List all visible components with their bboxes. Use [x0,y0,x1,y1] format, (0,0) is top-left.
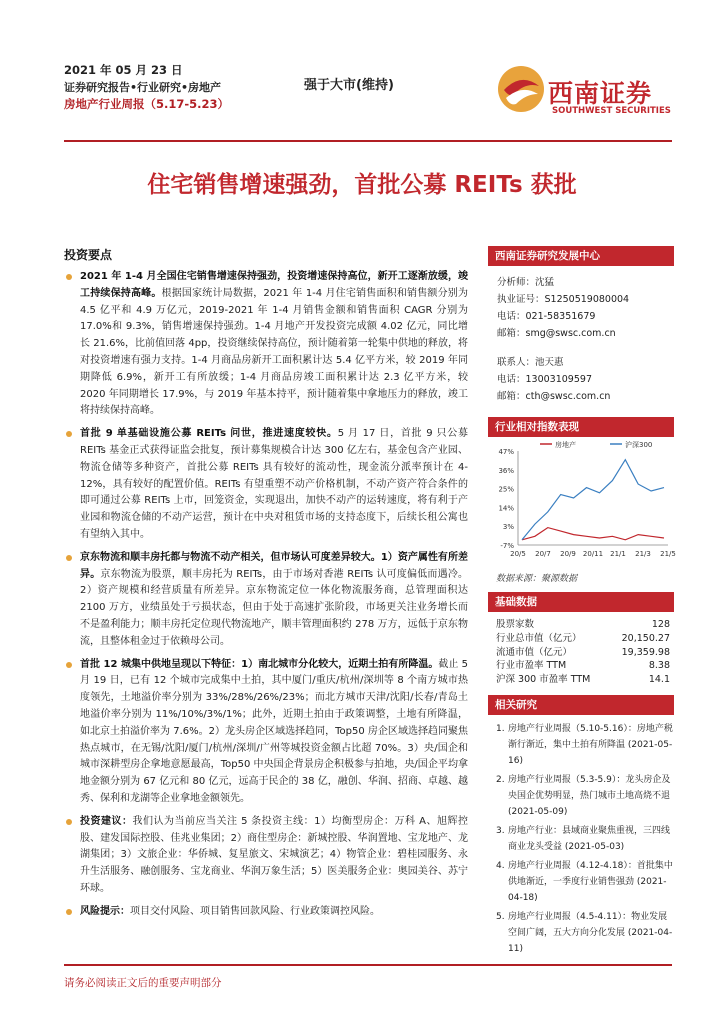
related-item-number: 3. [496,825,505,836]
analyst-name: 分析师：沈猛 [497,277,555,288]
analyst-phone: 电话：021-58351679 [497,311,596,322]
basic-data-key: 流通市值（亿元） [496,646,573,658]
basic-data-key: 行业总市值（亿元） [496,632,582,644]
bullet-dot-icon [66,555,72,561]
related-item-title: 房地产行业周报（4.5-4.11）：物业发展空间广阔，五大方向分化发展 (2021-04-11) [508,911,673,954]
chart-source: 数据来源：聚源数据 [496,574,578,584]
basic-data-value: 20,150.27 [621,632,670,644]
x-tick-label: 21/3 [635,550,651,558]
highlight-bullet [64,657,468,808]
bullet-dot-icon [66,431,72,437]
section-heading: 投资要点 [64,248,113,262]
related-item-number: 1. [496,723,505,734]
analyst-license: 执业证号：S1250519080004 [497,294,630,305]
highlight-bullet [64,269,468,420]
basic-data-value: 8.38 [648,660,670,672]
contact-name: 联系人：池天惠 [497,357,564,368]
brand-name-en: SOUTHWEST SECURITIES [552,106,671,116]
related-research-item[interactable] [496,772,674,820]
bullet-dot-icon [66,819,72,825]
basic-data-row [488,632,674,646]
bullet-body: 5 月 17 日，首批 9 只公募 REITs 基金正式获得证监会批复，预计募集规模合计达 300 亿左右，基金包含产业园、物流仓储等多种资产，首批公募 REITs 具有较好的流动性，现金流分派率预计在 4-12%，具有较好的配置价值。REITs 有望重塑不动产价格机制，不动产资产符合条件的即可通过公募 REITs 上市，回笼资金，实现退出，加快不动产的运转速度，将有利于产业园和物流仓储的不动产运营，预计在中央对租赁市场的支持态度下，后续长租公寓也有望纳入其中。 [80,428,468,540]
basic-data-row [488,618,674,632]
highlight-bullet [64,550,468,651]
legend-label: 沪深300 [625,441,653,449]
basic-data-table [488,618,674,687]
header-divider [64,140,672,142]
related-item-title: 房地产行业周报（5.3-5.9）：龙头房企及央国企优势明显，热门城市土地高烧不退 (2021-05-09) [508,774,671,817]
chart-title-bar: 行业相对指数表现 [488,417,674,437]
sidebar [488,246,674,960]
report-title: 住宅销售增速强劲，首批公募 REITs 获批 [147,172,577,198]
bullet-lead: 2021 年 1-4 月全国住宅销售增速保持强劲，投资增速保持高位，新开工逐渐放缓，竣工持续保持高峰。 [80,271,468,299]
basic-data-key: 股票家数 [496,619,535,630]
related-research-bar: 相关研究 [488,695,674,715]
legend-label: 房地产 [555,441,576,449]
x-tick-label: 20/7 [535,550,551,558]
contact-email[interactable]: 邮箱：cth@swsc.com.cn [497,391,611,402]
bullet-body: 截止 5 月 19 日，已有 12 个城市完成集中土拍，其中厦门/重庆/杭州/深圳等 8 个南方城市热度领先，土地溢价率分别为 33%/28%/26%/23%；而北方城市天津/沈阳/长春/青岛土地溢价率分别为 11%/10%/3%/1%；此外，近期土拍由于政策调整，土地有所降温，如北京土拍溢价率为 7.6%。2）龙头房企区域选择趋同，Top50 房企区域选择趋同聚焦热点城市，在无锡/沈阳/厦门/杭州/深圳/广州等城投资金额占比超 70%。3）央/国企和城市深耕型房企拿地意愿最高，Top50 中央国企背景房企积极参与拍地，央/国企平均拿地金额分别为 67 亿元和 80 亿元，远高于民企的 38 亿，融创、华润、招商、卓越、越秀、保利和龙湖等企业拿地金额领先。 [80,658,468,804]
x-tick-label: 20/9 [560,550,576,558]
contact-phone: 电话：13003109597 [497,374,592,385]
series-line-real-estate [522,528,664,540]
footer-disclaimer[interactable]: 请务必阅读正文后的重要声明部分 [64,977,222,989]
related-item-number: 2. [496,774,505,785]
basic-data-value: 19,359.98 [621,646,670,658]
related-research-item[interactable] [496,823,674,855]
x-tick-label: 21/5 [660,550,676,558]
bullet-lead: 风险提示： [80,905,130,917]
investment-highlights [64,246,468,920]
y-tick-label: 47% [498,448,514,456]
series-line-csi300 [522,460,664,540]
basic-data-row [488,659,674,673]
report-series: 房地产行业周报（5.17-5.23） [64,97,230,111]
basic-data-bar: 基础数据 [488,592,674,612]
bullet-lead: 京东物流和顺丰房托都与物流不动产相关，但市场认可度差异较大。1）资产属性有所差异。 [80,551,468,580]
analyst-info [488,274,674,405]
bullet-body: 我们认为当前应当关注 5 条投资主线：1）均衡型房企：万科 A、旭辉控股、建发国际控股、佳兆业集团；2）商住型房企：新城控股、华润置地、宝龙地产、龙湖集团；3）文旅企业：华侨城、复星旅文、宋城演艺；4）物管企业：碧桂园服务、永升生活服务、融创服务、宝龙商业、华润万象生活；5）医美服务企业：奥园美谷、苏宁环球。 [80,815,469,894]
bullet-dot-icon [66,909,72,915]
bullet-lead: 首批 12 城集中供地呈现以下特征：1）南北城市分化较大，近期土拍有所降温。 [80,658,439,670]
highlight-bullet [64,904,468,921]
related-research-item[interactable] [496,721,674,769]
related-research-item[interactable] [496,909,674,957]
bullet-dot-icon [66,662,72,668]
y-tick-label: 36% [498,466,514,475]
basic-data-row [488,673,674,687]
y-tick-label: 3% [502,523,514,532]
bullet-body: 项目交付风险、项目销售回款风险、行业政策调控风险。 [130,905,380,917]
x-tick-label: 20/11 [582,550,604,558]
chart-svg [488,437,674,567]
bullet-lead: 首批 9 单基础设施公募 REITs 问世，推进速度较快。 [80,428,338,440]
basic-data-value: 14.1 [648,674,670,686]
bullet-lead: 投资建议： [80,815,133,827]
basic-data-key: 沪深 300 市盈率 TTM [496,674,591,686]
report-meta [64,62,229,113]
related-item-title: 房地产行业：县域商业聚焦重视，三四线商业龙头受益 (2021-05-03) [508,825,671,852]
x-tick-label: 21/1 [610,550,626,558]
x-tick-label: 20/5 [510,550,526,558]
brand-name-cn: 西南证券 [548,79,653,108]
basic-data-value: 128 [651,619,670,630]
highlight-bullet [64,426,468,544]
relative-index-chart [488,437,674,567]
bullet-dot-icon [66,274,72,280]
related-item-title: 房地产行业周报（5.10-5.16）：房地产税渐行渐近，集中土拍有所降温 (2021-05-16) [508,723,673,766]
related-research-item[interactable] [496,858,674,906]
basic-data-key: 行业市盈率 TTM [496,660,567,672]
bullet-body: 根据国家统计局数据，2021 年 1-4 月住宅销售面积和销售额分别为 4.5 亿平和 4.9 万亿元，2019-2021 年 1-4 月销售金额和销售面积 CAGR 分别为 17.0%和 9.3%，销售增速保持强劲。1-4 月地产开发投资完成额 4.02 亿元，同比增长 21.6%，比前值回落 4pp，投资继续保持高位，预计随着第一轮集中供地的释放，将对投资增速有强力支持。1-4 月商品房新开工面积累计达 5.4 亿平方米，较 2019 年同期降低 6.9%，新开工有所放缓；1-4 月商品房竣工面积累计达 2.3 亿平方米，较 2020 年同期增长 17.9%，与 2019 年基本持平，预计随着集中拿地压力的释放，竣工将持续保持高峰。 [80,287,468,417]
basic-data-row [488,646,674,660]
y-tick-label: -7% [500,542,514,550]
report-category: 证券研究报告•行业研究•房地产 [64,81,222,94]
brand-logo-icon [496,64,546,114]
related-item-number: 4. [496,860,505,871]
y-tick-label: 14% [498,504,514,513]
report-date: 2021 年 05 月 23 日 [64,63,183,77]
analyst-email[interactable]: 邮箱：smg@swsc.com.cn [497,328,616,339]
industry-rating: 强于大市(维持) [304,78,394,93]
related-research-list [488,721,674,957]
related-item-number: 5. [496,911,505,922]
related-item-title: 房地产行业周报（4.12-4.18）：首批集中供地渐近，一季度行业销售强劲 (2021-04-18) [508,860,673,903]
y-tick-label: 25% [498,485,514,494]
highlight-bullet [64,814,468,898]
research-center-bar: 西南证券研究发展中心 [488,246,674,266]
bullet-body: 京东物流为股票，顺丰房托为 REITs，由于市场对香港 REITs 认可度偏低而遇冷。2）资产规模和经营质量有所差异。京东物流定位一体化物流服务商，总管理面积达 2100 万方，业绩虽处于亏损状态，但由于处于高速扩张阶段，市场更关注业务增长而不是盈利能力；顺丰房托定位现代物流地产，顺丰管理面积约 278 万方，远低于京东物流，且整体租金过于依赖母公司。 [80,568,469,647]
footer-divider [64,964,672,966]
